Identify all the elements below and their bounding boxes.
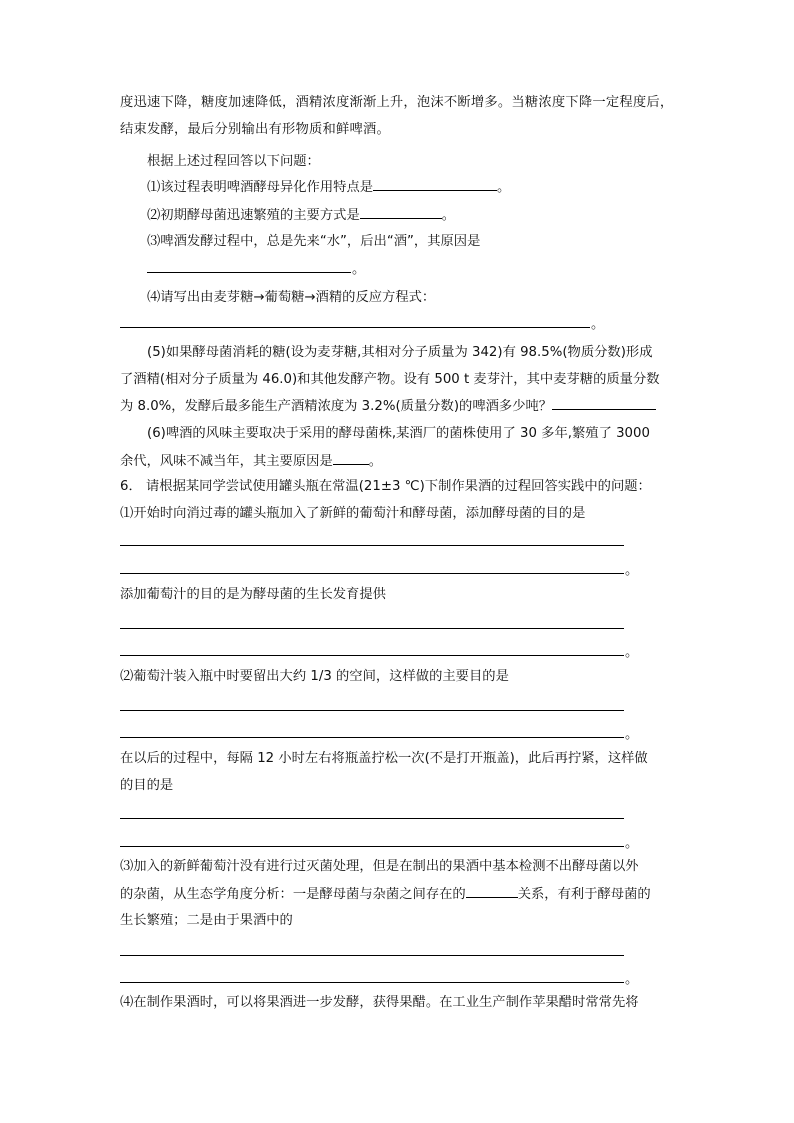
item-6-part-2b-line-1: 在以后的过程中，每隔 12 小时左右将瓶盖拧松一次(不是打开瓶盖)，此后再拧紧，这样做: [120, 751, 648, 766]
answer-blank[interactable]: [466, 885, 518, 898]
item-6-part-1: ⑴开始时向消过毒的罐头瓶加入了新鲜的葡萄汁和酵母菌，添加酵母菌的目的是: [120, 506, 586, 521]
answer-line[interactable]: [120, 737, 624, 738]
period: 。: [625, 563, 639, 578]
item-6-part-1b: 添加葡萄汁的目的是为酵母菌的生长发育提供: [120, 587, 386, 602]
period: 。: [591, 317, 605, 332]
answer-blank[interactable]: [360, 206, 442, 219]
question-3: ⑶啤酒发酵过程中，总是先来“水”，后出“酒”，其原因是: [147, 234, 481, 249]
paragraph-line-2: 结束发酵，最后分别输出有形物质和鲜啤酒。: [120, 122, 390, 137]
answer-line[interactable]: [120, 846, 624, 847]
item-6-part-3-line-3: 生长繁殖；二是由于果酒中的: [120, 913, 293, 928]
item-6-part-2: ⑵葡萄汁装入瓶中时要留出大约 1/3 的空间，这样做的主要目的是: [120, 669, 509, 684]
answer-line[interactable]: [120, 628, 624, 629]
question-2: ⑵初期酵母菌迅速繁殖的主要方式是 。: [147, 208, 456, 223]
paragraph-line-1: 度迅速下降，糖度加速降低，酒精浓度渐渐上升，泡沫不断增多。当糖浓度下降一定程度后，: [120, 95, 674, 110]
answer-line[interactable]: [120, 955, 624, 956]
item-6-part-3-line-1: ⑶加入的新鲜葡萄汁没有进行过灭菌处理，但是在制出的果酒中基本检测不出酵母菌以外: [120, 859, 639, 874]
answer-line[interactable]: [120, 982, 624, 983]
answer-blank[interactable]: [373, 178, 497, 191]
item-6-part-2b-line-2: 的目的是: [120, 778, 174, 793]
period: 。: [625, 836, 639, 851]
question-5-line-2: 了酒精(相对分子质量为 46.0)和其他发酵产物。设有 500 t 麦芽汁，其中麦芽糖的质量分数: [120, 372, 660, 387]
question-5-line-1: (5)如果酵母菌消耗的糖(设为麦芽糖,其相对分子质量为 342)有 98.5%(物质分数)形成: [147, 345, 653, 360]
question-6-line-2: 余代，风味不减当年，其主要原因是 。: [120, 454, 383, 469]
period: 。: [625, 972, 639, 987]
answer-line[interactable]: [120, 573, 624, 574]
answer-line[interactable]: [120, 655, 624, 656]
answer-line[interactable]: [120, 545, 624, 546]
item-6-heading: 6． 请根据某同学尝试使用罐头瓶在常温(21±3 ℃)下制作果酒的过程回答实践中的问题：: [120, 479, 651, 494]
answer-line[interactable]: [120, 818, 624, 819]
answer-blank[interactable]: [552, 397, 656, 410]
answer-line[interactable]: [120, 327, 590, 328]
period: 。: [625, 727, 639, 742]
answer-line[interactable]: [120, 710, 624, 711]
answer-blank[interactable]: [333, 452, 369, 465]
item-6-part-4: ⑷在制作果酒时，可以将果酒进一步发酵，获得果醋。在工业生产制作苹果醋时常常先将: [120, 995, 639, 1010]
period: 。: [625, 645, 639, 660]
question-6-line-1: (6)啤酒的风味主要取决于采用的酵母菌株,某酒厂的菌株使用了 30 多年,繁殖了 3000: [147, 426, 650, 441]
question-prompt: 根据上述过程回答以下问题：: [147, 154, 320, 169]
period: 。: [352, 262, 366, 277]
question-5-line-3: 为 8.0%，发酵后最多能生产酒精浓度为 3.2%(质量分数)的啤酒多少吨？: [120, 397, 656, 416]
item-6-part-3-line-2: 的杂菌，从生态学角度分析：一是酵母菌与杂菌之间存在的 关系，有利于酵母菌的: [120, 887, 651, 902]
question-4: ⑷请写出由麦芽糖→葡萄糖→酒精的反应方程式：: [147, 290, 436, 305]
answer-line[interactable]: [147, 272, 351, 273]
question-1: ⑴该过程表明啤酒酵母异化作用特点是 。: [147, 180, 511, 195]
